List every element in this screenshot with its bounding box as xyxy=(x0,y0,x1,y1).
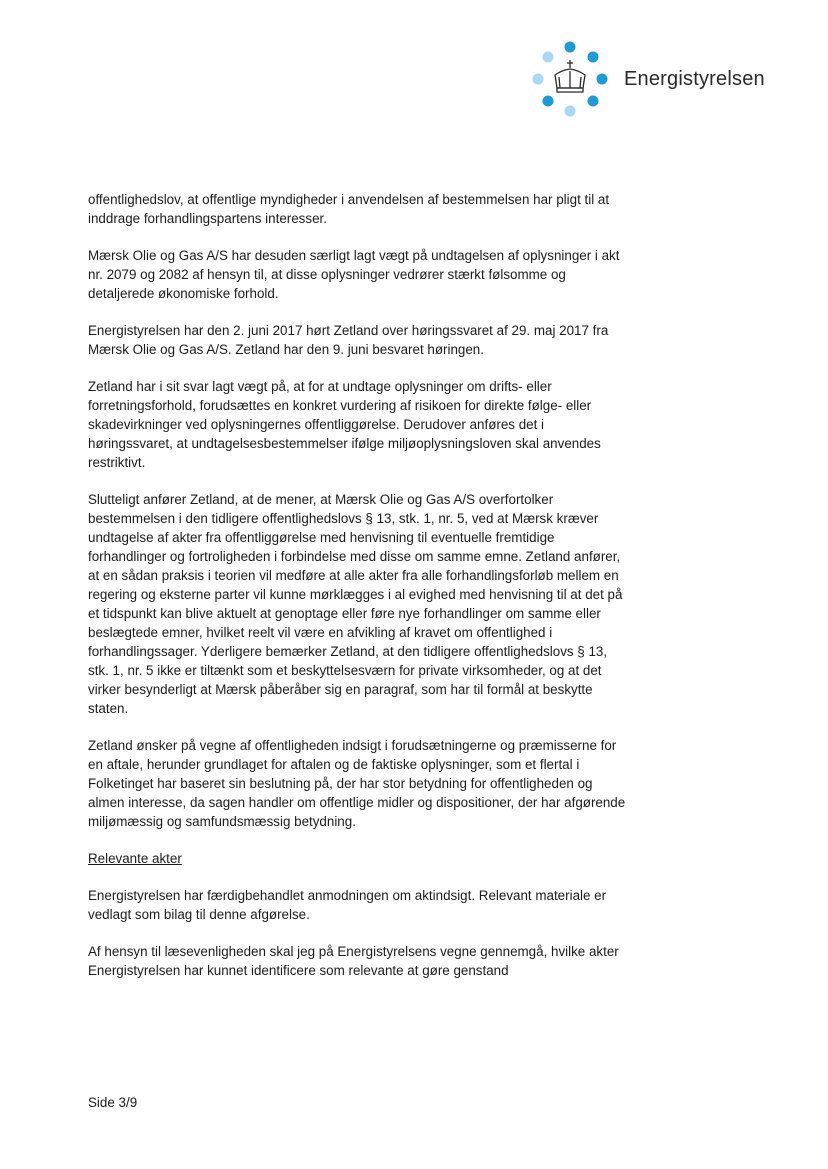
section-heading: Relevante akter xyxy=(88,851,182,866)
logo-dot xyxy=(543,52,554,63)
paragraph: Zetland ønsker på vegne af offentligheden indsigt i forudsætningerne og præmisserne for en aftale, herunder grundlaget for aftalen og de faktiske oplysninger, som et flertal i Folketinget har baseret sin beslutning på, der har stor betydning for offentligheden og almen interesse, da sagen handler om offentlige midler og dispositioner, der har afgørende miljømæssig og samfundsmæssig betydning. xyxy=(88,738,626,829)
logo-dot xyxy=(588,52,599,63)
paragraph: Slutteligt anfører Zetland, at de mener, at Mærsk Olie og Gas A/S overfortolker bestemmelsen i den tidligere offentlighedslovs § 13, stk. 1, nr. 5, ved at Mærsk kræver undtagelse af akter fra offentliggørelse med henvisning til eventuelle fremtidige forhandlinger og fortroligheden i forbindelse med disse om samme emne. Zetland anfører, at en sådan praksis i teorien vil medføre at alle akter fra alle forhandlingsforløb mellem en regering og eksterne parter vil kunne mørklægges i al evighed med henvisning til at det på et tidspunkt kan blive aktuelt at genoptage eller føre nye forhandlinger om samme eller beslægtede emner, hvilket reelt vil være en afvikling af kravet om offentlighed i forhandlingssager. Yderligere bemærker Zetland, at den tidligere offentlighedslovs § 13, stk. 1, nr. 5 ikke er tiltænkt som et beskyttelsesværn for private virksomheder, og at det virker besynderligt at Mærsk påberåber sig en paragraf, som har til formål at beskytte staten. xyxy=(88,492,623,716)
logo-emblem xyxy=(530,38,620,122)
paragraph: Zetland har i sit svar lagt vægt på, at for at undtage oplysninger om drifts- eller forretningsforhold, forudsættes en konkret vurdering af risikoen for direkte følge- eller skadevirkninger ved oplysningernes offentliggørelse. Derudover anføres det i høringssvaret, at undtagelsesbestemmelser ifølge miljøoplysningsloven skal anvendes restriktivt. xyxy=(88,379,601,470)
page-number: Side 3/9 xyxy=(88,1095,138,1110)
brand-name: Energistyrelsen xyxy=(624,68,765,90)
logo-dot xyxy=(588,96,599,107)
document-body xyxy=(88,190,628,998)
paragraph: Af hensyn til læsevenligheden skal jeg på Energistyrelsens vegne gennemgå, hvilke akter Energistyrelsen har kunnet identificere som relevante at gøre genstand xyxy=(88,944,619,978)
logo-dot xyxy=(597,74,608,85)
logo-dot xyxy=(533,74,544,85)
logo-dot xyxy=(565,106,576,117)
paragraph: Energistyrelsen har den 2. juni 2017 hørt Zetland over høringssvaret af 29. maj 2017 fra Mærsk Olie og Gas A/S. Zetland har den 9. juni besvaret høringen. xyxy=(88,323,609,357)
logo-dot xyxy=(543,96,554,107)
logo-dot xyxy=(565,42,576,53)
paragraph: Energistyrelsen har færdigbehandlet anmodningen om aktindsigt. Relevant materiale er vedlagt som bilag til denne afgørelse. xyxy=(88,888,607,922)
logo xyxy=(530,38,770,122)
paragraph: offentlighedslov, at offentlige myndigheder i anvendelsen af bestemmelsen har pligt til at inddrage forhandlingspartens interesser. xyxy=(88,192,610,226)
crown-icon xyxy=(555,60,585,92)
paragraph: Mærsk Olie og Gas A/S har desuden særligt lagt vægt på undtagelsen af oplysninger i akt nr. 2079 og 2082 af hensyn til, at disse oplysninger vedrører stærkt følsomme og detaljerede økonomiske forhold. xyxy=(88,248,620,301)
